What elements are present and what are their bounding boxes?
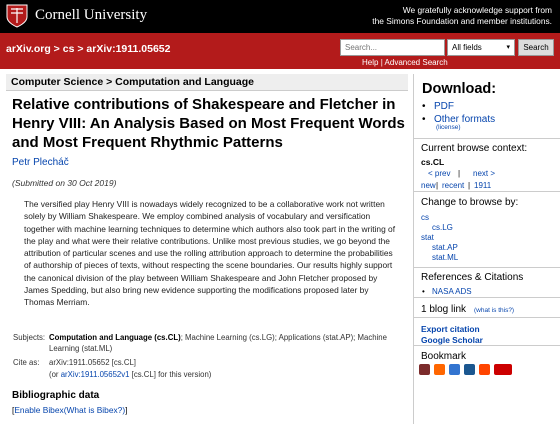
bookmark-title: Bookmark [421,351,467,362]
acknowledgement-line1: We gratefully acknowledge support from [402,5,552,15]
blog-section [414,297,560,317]
bullet-icon: • [422,101,426,112]
browse-stat-link[interactable]: stat [421,233,434,242]
browse-stat-ml-link[interactable]: stat.ML [432,253,459,262]
chevron-down-icon: ▾ [506,44,510,51]
bracket-close: ] [125,405,128,415]
secondary-subjects: ; Machine Learning (cs.LG); Applications (stat.AP); Machine Learning (stat.ML) [49,333,387,353]
context-code: cs.CL [421,157,445,167]
google-scholar-link[interactable]: Google Scholar [421,335,483,345]
metadata-table [13,333,403,369]
cite-version-link[interactable]: arXiv:1911.05652v1 [60,370,130,379]
new-link[interactable]: new [421,181,436,190]
export-citation-link[interactable]: Export citation [421,324,480,334]
paper-title: Relative contributions of Shakespeare and Fletcher in Henry VIII: An Analysis Based on Most Frequent Words and Most Frequent Rhythmic Patterns [12,96,405,151]
cite-row [13,358,403,369]
references-section [414,267,560,297]
sciencewise-icon[interactable] [494,364,512,375]
nasa-ads-link[interactable]: NASA ADS [432,287,472,296]
license-link[interactable]: (license) [436,124,461,131]
download-item-pdf [422,100,495,113]
nav-sep: | [436,181,439,190]
arxiv-nav-bar [0,33,560,69]
what-is-bibex-link[interactable]: (What is Bibex?) [63,405,126,415]
nav-sep: | [468,181,471,190]
download-list [422,100,495,126]
digg-icon[interactable] [464,364,475,375]
abstract: The versified play Henry VIII is nowadays widely recognized to be a collaborative work not written solely by William Shakespeare. We employ combined analysis of vocabulary and versification together with machine learning techniques to determine which authors also took part in the writing of the play and what were their relative contributions. Unlike most previous studies, we go beyond the attribution of particular scenes and use the rolling attribution approach to determine the probabilities of authorship of pieces of texts, without respecting the scene boundaries. Our results highly support the canonical division of the play between William Shakespeare and John Fletcher proposed by James Spedding, but also bring new evidence supporting the modifications proposed later by Thomas Merriam. [24,199,396,308]
cite-version-post: [cs.CL] for this version) [129,370,212,379]
download-title: Download: [422,81,497,97]
crumb-category[interactable]: cs [62,43,75,55]
bibex-links [12,405,127,415]
help-link[interactable]: Help [362,58,379,67]
acknowledgement-line2: the Simons Foundation and member institutions. [372,16,552,26]
bibliographic-heading: Bibliographic data [12,390,100,401]
cite-label: Cite as: [13,358,40,367]
bibsonomy-icon[interactable] [419,364,430,375]
help-links [362,58,448,67]
breadcrumb [6,43,170,55]
browse-cs-lg-link[interactable]: cs.LG [432,223,453,232]
next-link[interactable]: next > [473,169,496,178]
enable-bibex-link[interactable]: Enable Bibex [14,405,64,415]
cornell-seal-icon[interactable] [6,4,28,28]
blog-link[interactable]: 1 blog link [421,304,467,315]
crumb-sep: > [77,43,87,55]
bullet-icon: • [422,287,425,296]
bullet-icon: • [422,114,426,125]
search-input[interactable] [340,39,445,56]
help-sep: | [380,58,385,67]
cornell-brand[interactable]: Cornell University [35,7,148,23]
subjects-label: Subjects: [13,333,46,342]
cite-version [49,370,211,379]
search-button[interactable]: Search [518,39,554,56]
browse-cs-link[interactable]: cs [421,213,429,222]
delicious-icon[interactable] [449,364,460,375]
citation-section [414,317,560,345]
change-browse-section [414,191,560,269]
search-field-value: All fields [452,43,482,52]
nav-sep: | [458,169,461,178]
acknowledgement [372,5,552,27]
cite-id: arXiv:1911.05652 [cs.CL] [49,358,136,367]
search-field-select[interactable] [447,39,515,56]
pdf-link[interactable]: PDF [434,101,454,112]
bookmark-icons [419,364,512,375]
change-browse-title: Change to browse by: [421,197,519,208]
other-formats-link[interactable]: Other formats [434,114,496,125]
prev-link[interactable]: < prev [428,169,451,178]
crumb-paper: arXiv:1911.05652 [86,43,171,55]
references-title: References & Citations [421,272,524,283]
subjects-value [49,333,403,354]
subject-header: Computer Science > Computation and Language [6,74,408,91]
context-title: Current browse context: [421,143,528,154]
date-link[interactable]: 1911 [474,181,492,190]
crumb-site[interactable]: arXiv.org [6,43,51,55]
primary-subject: Computation and Language (cs.CL) [49,333,181,342]
cornell-header [0,0,560,33]
subjects-row [13,333,403,354]
crumb-sep: > [53,43,63,55]
reddit-icon[interactable] [479,364,490,375]
advanced-search-link[interactable]: Advanced Search [384,58,448,67]
recent-link[interactable]: recent [442,181,465,190]
browse-stat-ap-link[interactable]: stat.AP [432,243,458,252]
author-link[interactable]: Petr Plecháč [12,157,69,168]
cite-version-pre: (or [49,370,61,379]
bracket-open: [ [12,405,15,415]
submission-date: (Submitted on 30 Oct 2019) [12,178,117,188]
blog-what-link[interactable]: (what is this?) [474,307,515,314]
connotea-icon[interactable] [434,364,445,375]
